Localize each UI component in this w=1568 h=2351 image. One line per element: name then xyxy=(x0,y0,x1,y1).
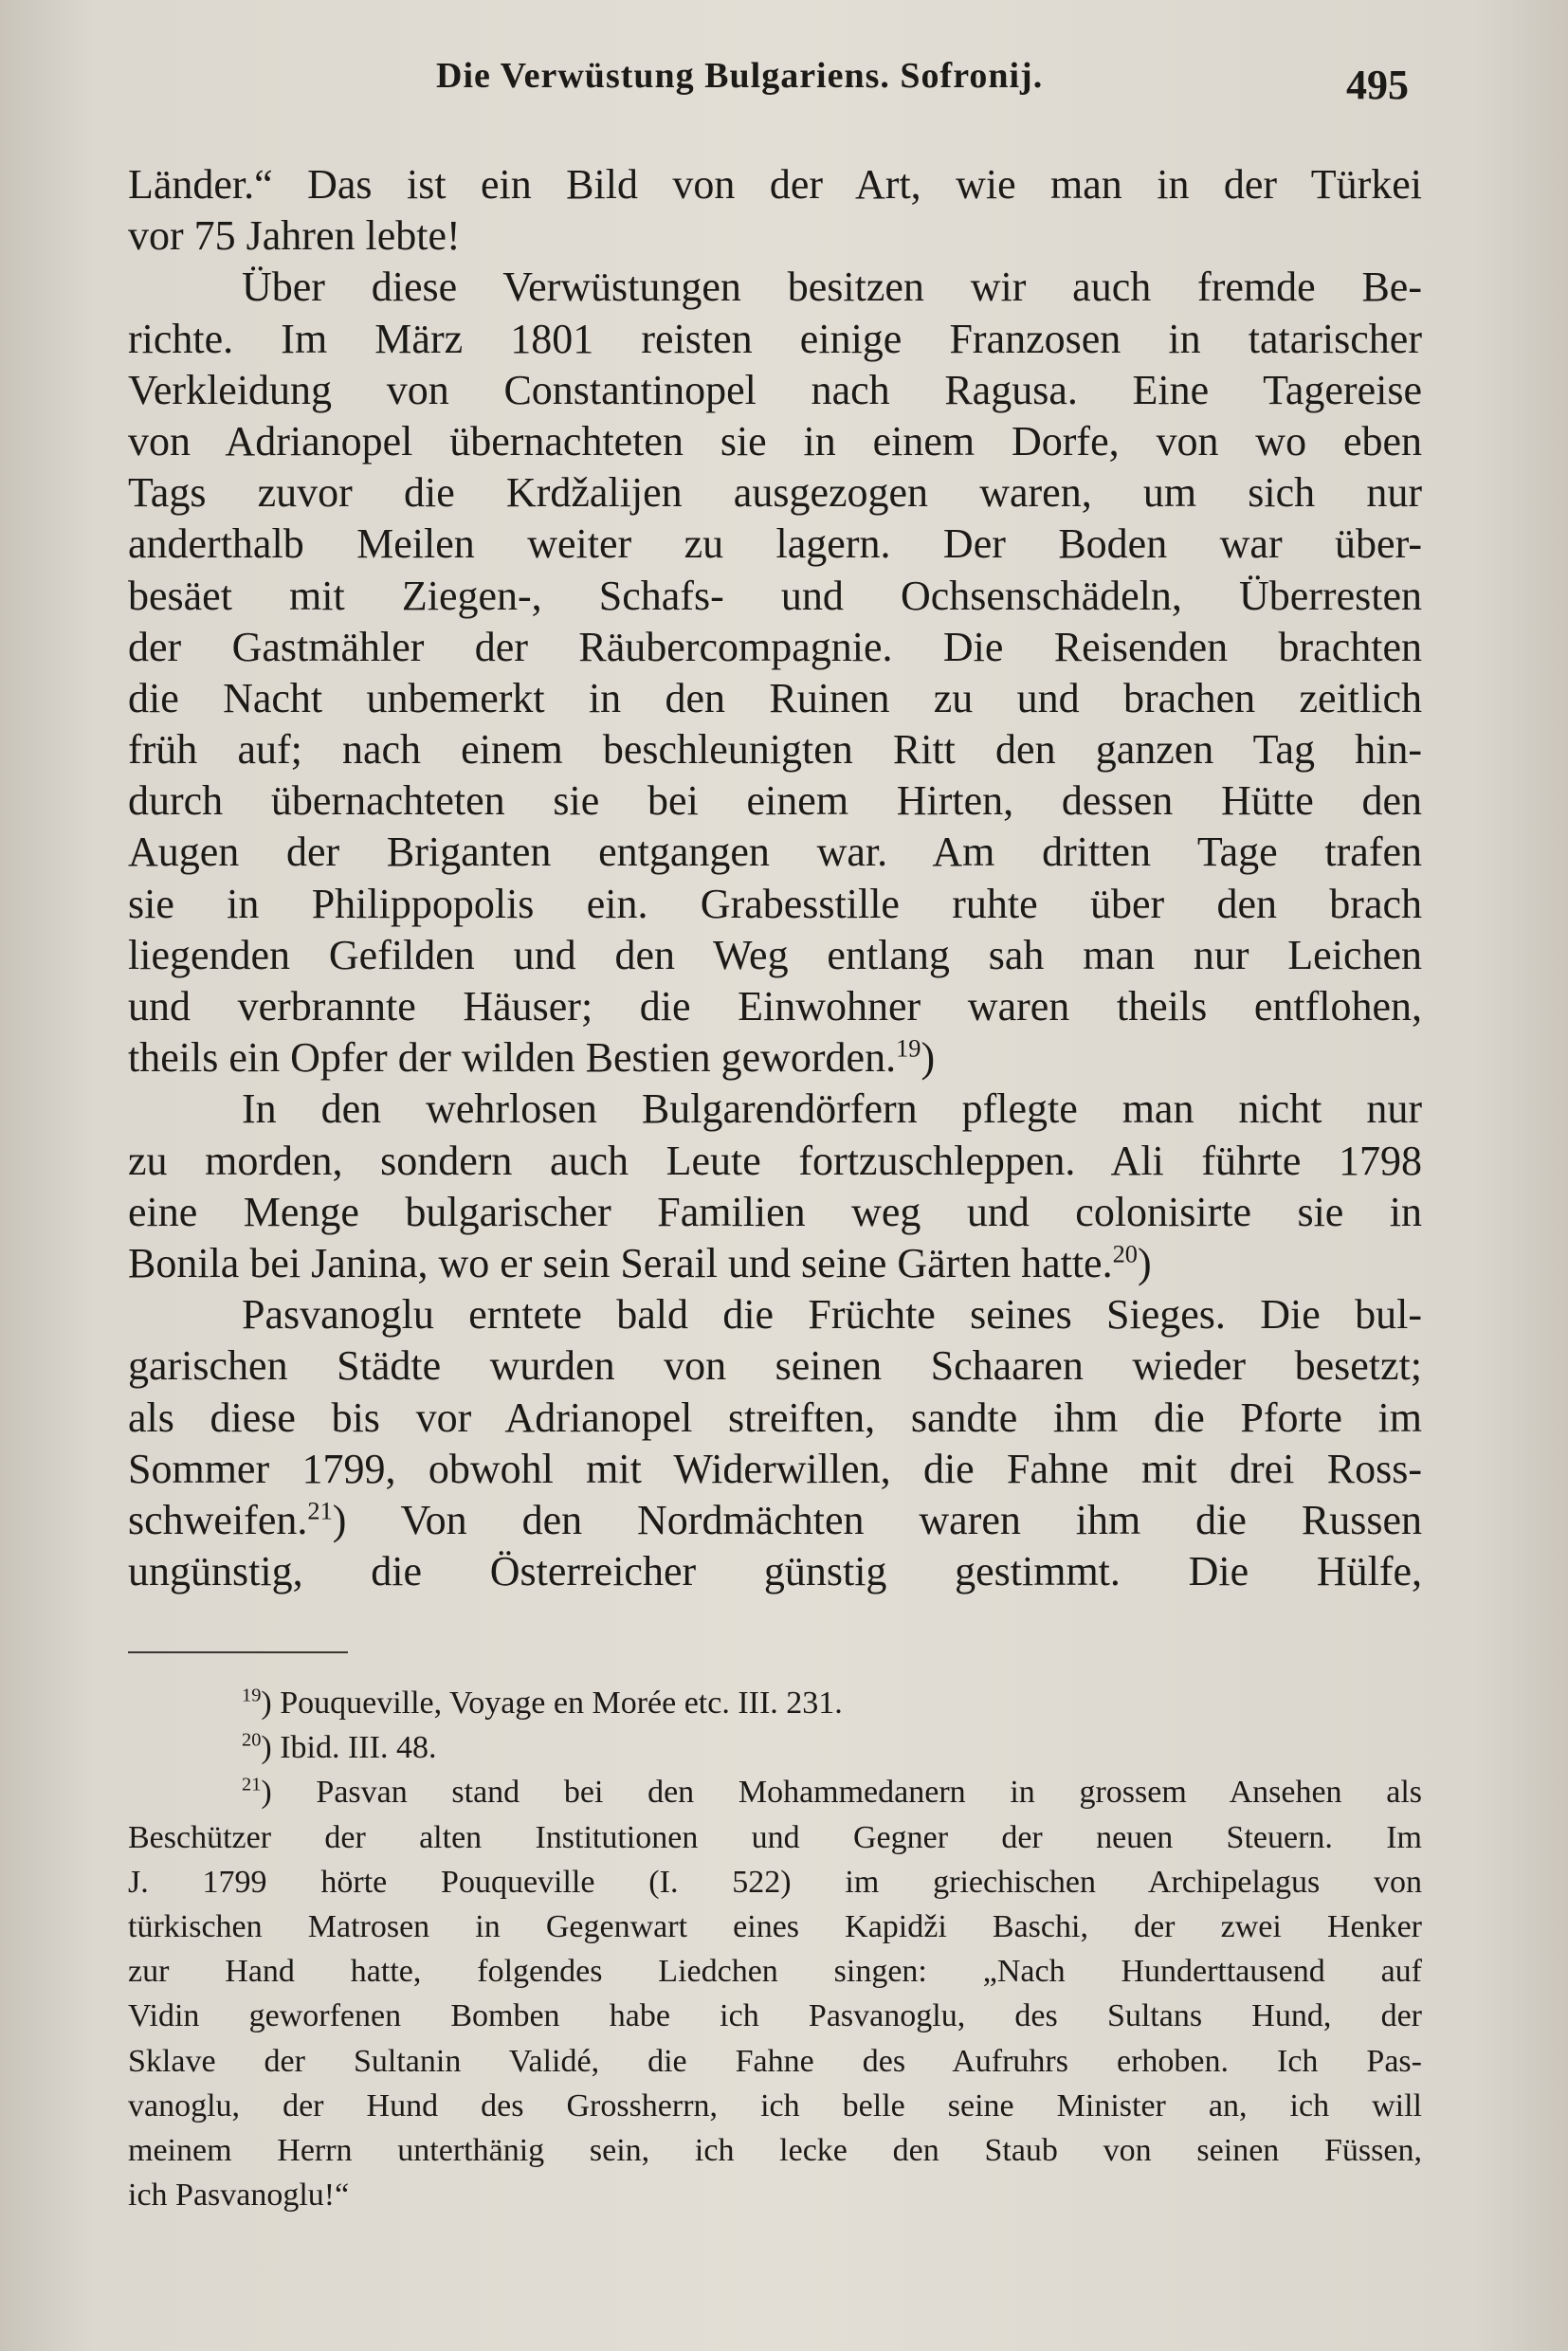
footnote-marker: 21 xyxy=(242,1775,262,1796)
main-text xyxy=(128,159,1422,1597)
text-line: die Nacht unbemerkt in den Ruinen zu und brachen zeitlich xyxy=(128,674,1422,721)
text-line: und verbrannte Häuser; die Einwohner waren theils entflohen, xyxy=(128,983,1422,1030)
text-line: schweifen.$^{21}$) Von den Nordmächten waren ihm die Russen xyxy=(128,1496,1422,1543)
text-line: theils ein Opfer der wilden Bestien geworden.$^{19}$) xyxy=(128,1033,936,1082)
text-line: ungünstig, die Österreicher günstig gestimmt. Die Hülfe, xyxy=(128,1548,1422,1595)
text-line: eine Menge bulgarischer Familien weg und colonisirte sie in xyxy=(128,1188,1422,1235)
text-line: anderthalb Meilen weiter zu lagern. Der Boden war über- xyxy=(128,520,1422,568)
footnote-21: $^{21}$) Pasvan stand bei den Mohammedanern in grossem Ansehen als xyxy=(242,1775,1422,1811)
footnote-marker: 19 xyxy=(242,1685,262,1706)
text-line: durch übernachteten sie bei einem Hirten, dessen Hütte den xyxy=(128,777,1422,825)
text-line: Verkleidung von Constantinopel nach Ragusa. Eine Tagereise xyxy=(128,366,1422,413)
text-line: sie in Philippopolis ein. Grabesstille ruhte über den brach xyxy=(128,880,1422,927)
text-line: zu morden, sondern auch Leute fortzuschleppen. Ali führte 1798 xyxy=(128,1137,1422,1184)
footnote-19: $^{19}$) Pouqueville, Voyage en Morée etc. III. 231. xyxy=(242,1685,843,1721)
text-line: Länder.“ Das ist ein Bild von der Art, wie man in der Türkei xyxy=(128,161,1422,208)
text-line: Augen der Briganten entgangen war. Am dritten Tage trafen xyxy=(128,829,1422,876)
footnote-marker: 20 xyxy=(242,1729,262,1751)
text-line: In den wehrlosen Bulgarendörfern pflegte man nicht nur xyxy=(242,1085,1422,1133)
text-line: der Gastmähler der Räubercompagnie. Die Reisenden brachten xyxy=(128,623,1422,670)
text-line: von Adrianopel übernachteten sie in einem Dorfe, von wo eben xyxy=(128,417,1422,465)
footnote-line: meinem Herrn unterthänig sein, ich lecke den Staub von seinen Füssen, xyxy=(128,2132,1422,2168)
line-text: theils ein Opfer der wilden Bestien geworden. xyxy=(128,1034,897,1082)
footnote-line: türkischen Matrosen in Gegenwart eines Kapidži Baschi, der zwei Henker xyxy=(128,1908,1422,1944)
text-line: Sommer 1799, obwohl mit Widerwillen, die Fahne mit drei Ross- xyxy=(128,1445,1422,1492)
footnote-ref-20[interactable]: 20 xyxy=(1112,1239,1138,1268)
footnote-20: $^{20}$) Ibid. III. 48. xyxy=(242,1729,437,1766)
text-line: richte. Im März 1801 reisten einige Franzosen in tatarischer xyxy=(128,315,1422,362)
footnote-line: vanoglu, der Hund des Grossherrn, ich belle seine Minister an, ich will xyxy=(128,2087,1422,2123)
line-text: Bonila bei Janina, wo er sein Serail und seine Gärten hatte. xyxy=(128,1239,1113,1286)
text-line: Tags zuvor die Krdžalijen ausgezogen waren, um sich nur xyxy=(128,469,1422,517)
text-line: als diese bis vor Adrianopel streiften, sandte ihm die Pforte im xyxy=(128,1394,1422,1441)
line-text: schweifen. xyxy=(128,1496,308,1543)
text-line: Über diese Verwüstungen besitzen wir auch fremde Be- xyxy=(242,264,1422,311)
footnote-line: zur Hand hatte, folgendes Liedchen singen: „Nach Hunderttausend auf xyxy=(128,1954,1422,1990)
footnote-line: Beschützer der alten Institutionen und Gegner der neuen Steuern. Im xyxy=(128,1819,1422,1855)
footnote-separator xyxy=(128,1651,348,1653)
footnote-line: ich Pasvanoglu!“ xyxy=(128,2178,350,2214)
footnote-ref-21[interactable]: 21 xyxy=(307,1496,333,1525)
text-line: garischen Städte wurden von seinen Schaaren wieder besetzt; xyxy=(128,1342,1422,1390)
footnote-ref-19[interactable]: 19 xyxy=(896,1033,921,1063)
text-line: Bonila bei Janina, wo er sein Serail und seine Gärten hatte.$^{20}$) xyxy=(128,1239,1152,1286)
footnote-line: Sklave der Sultanin Validé, die Fahne des Aufruhrs erhoben. Ich Pas- xyxy=(128,2043,1422,2079)
footnotes xyxy=(128,1681,1422,2217)
running-title: Die Verwüstung Bulgariens. Sofronij. xyxy=(436,56,1044,96)
text-line: früh auf; nach einem beschleunigten Ritt den ganzen Tag hin- xyxy=(128,726,1422,774)
footnote-line: Vidin geworfenen Bomben habe ich Pasvanoglu, des Sultans Hund, der xyxy=(128,1998,1422,2034)
text-line: vor 75 Jahren lebte! xyxy=(128,212,461,260)
text-line: liegenden Gefilden und den Weg entlang sah man nur Leichen xyxy=(128,931,1422,978)
text-line: Pasvanoglu erntete bald die Früchte seines Sieges. Die bul- xyxy=(242,1291,1422,1339)
footnote-text: Pouqueville, Voyage en Morée etc. III. 231. xyxy=(280,1686,843,1721)
text-line: besäet mit Ziegen-, Schafs- und Ochsenschädeln, Überresten xyxy=(128,572,1422,619)
page-number: 495 xyxy=(1346,62,1409,108)
footnote-text: Pasvan stand bei den Mohammedanern in grossem Ansehen als xyxy=(316,1775,1422,1811)
footnote-line: J. 1799 hörte Pouqueville (I. 522) im griechischen Archipelagus von xyxy=(128,1864,1422,1900)
line-text: Von den Nordmächten waren ihm die Russen xyxy=(400,1496,1422,1543)
footnote-text: Ibid. III. 48. xyxy=(280,1730,437,1766)
